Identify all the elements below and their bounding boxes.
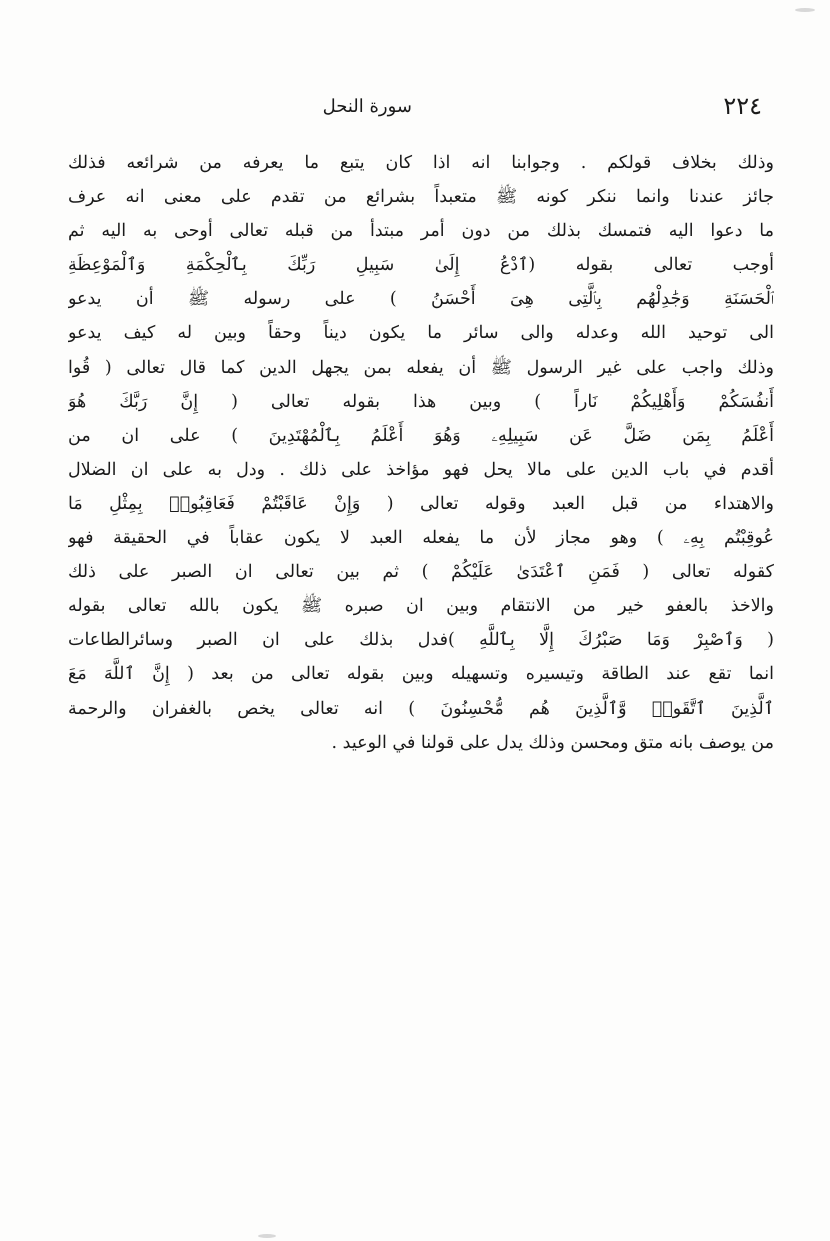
text-line: أوجب تعالى بقوله (ٱدْعُ إِلَىٰ سَبِيلِ رَبِّكَ بِٱلْحِكْمَةِ وَٱلْمَوْعِظَةِ bbox=[68, 255, 774, 276]
body-text bbox=[68, 146, 774, 760]
text-line: وذلك واجب على غير الرسول ﷺ أن يفعله بمن يجهل الدين كما قال تعالى ( قُوا bbox=[68, 357, 774, 378]
text-line: ٱلَّذِينَ ٱتَّقَوا۟ وَّٱلَّذِينَ هُم مُّحْسِنُونَ ) انه تعالى يخص بالغفران والرحمة bbox=[68, 698, 774, 719]
text-line: والاهتداء من قبل العبد وقوله تعالى ( وَإِنْ عَاقَبْتُمْ فَعَاقِبُوا۟ بِمِثْلِ مَا bbox=[68, 493, 774, 514]
text-line: أقدم في باب الدين على مالا يحل فهو مؤاخذ على ذلك . ودل به على ان الضلال bbox=[68, 459, 774, 480]
text-line: وذلك بخلاف قولكم . وجوابنا انه اذا كان يتبع ما يعرفه من شرائعه فذلك bbox=[68, 153, 774, 173]
scan-speck bbox=[258, 1234, 276, 1238]
scan-speck bbox=[795, 8, 815, 12]
text-line: من يوصف بانه متق ومحسن وذلك يدل على قولنا في الوعيد . bbox=[331, 732, 774, 753]
page-number: ٢٢٤ bbox=[723, 92, 762, 120]
page-header bbox=[62, 92, 762, 126]
running-title: سورة النحل bbox=[322, 96, 412, 117]
text-line: والاخذ بالعفو خير من الانتقام وبين ان صبره ﷺ يكون بالله تعالى بقوله bbox=[68, 596, 774, 617]
text-line: عُوقِبْتُم بِهِۦ ) وهو مجاز لأن ما يفعله العبد لا يكون عقاباً في الحقيقة فهو bbox=[68, 528, 774, 549]
text-line: جائز عندنا وانما ننكر كونه ﷺ متعبداً بشرائع من تقدم على معنى انه عرف bbox=[68, 187, 774, 208]
text-line: كقوله تعالى ( فَمَنِ ٱعْتَدَىٰ عَلَيْكُمْ ) ثم بين تعالى ان الصبر على ذلك bbox=[68, 562, 774, 583]
text-line: أَنفُسَكُمْ وَأَهْلِيكُمْ نَاراً ) وبين هذا بقوله تعالى ( إِنَّ رَبَّكَ هُوَ bbox=[68, 391, 774, 412]
text-line: ٱلْحَسَنَةِ وَجَٰدِلْهُم بِٱلَّتِى هِىَ أَحْسَنُ ) على رسوله ﷺ أن يدعو bbox=[68, 289, 774, 310]
text-line: ما دعوا اليه فتمسك بذلك من دون أمر مبتدأ من قبله تعالى أوحى به اليه ثم bbox=[68, 221, 774, 242]
text-line: الى توحيد الله وعدله والى سائر ما يكون ديناً وحقاً وبين له كيف يدعو bbox=[68, 323, 774, 344]
text-line: ( وَٱصْبِرْ وَمَا صَبْرُكَ إِلَّا بِٱللَّهِ )فدل بذلك على ان الصبر وسائرالطاعات bbox=[68, 630, 774, 651]
text-line: انما تقع عند الطاقة وتيسيره وتسهيله وبين بقوله تعالى من بعد ( إِنَّ ٱللَّهَ مَعَ bbox=[68, 664, 774, 685]
text-line: أَعْلَمُ بِمَن ضَلَّ عَن سَبِيلِهِۦ وَهُوَ أَعْلَمُ بِٱلْمُهْتَدِينَ ) على ان من bbox=[68, 425, 774, 446]
